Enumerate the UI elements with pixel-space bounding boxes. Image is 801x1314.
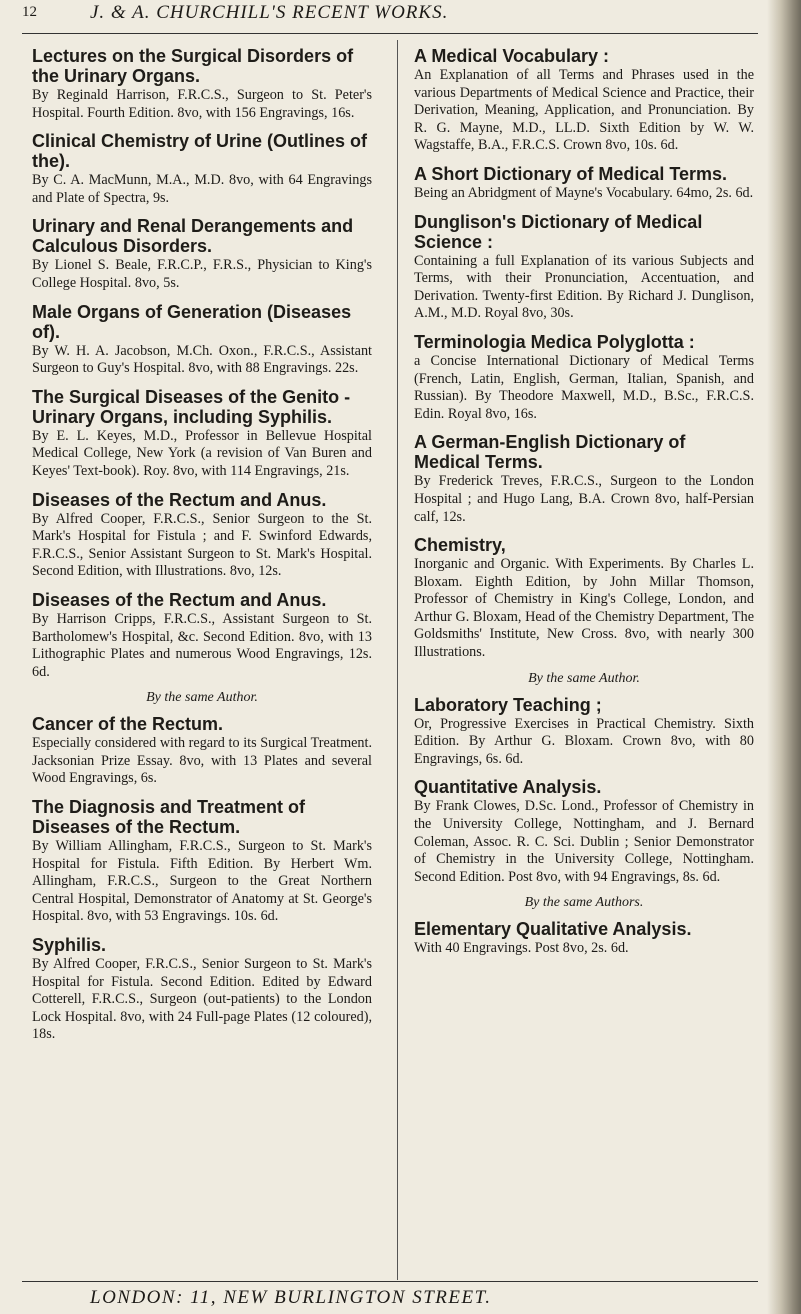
book-title: Lectures on the Surgical Disorders of the Urinary Organs.	[32, 46, 354, 86]
book-title: Urinary and Renal Derangements and Calculous Disorders.	[32, 216, 354, 257]
book-description: By William Allingham, F.R.C.S., Surgeon to St. Mark's Hospital for Fistula. Fifth Edition. By Herbert Wm. Allingham, F.R.C.S., Surgeon to the Great Northern Central Hospital, Demonstrator of Anatomy at St. George's Hospital. 8vo, with 53 Engravings. 10s. 6d.	[32, 838, 372, 925]
book-entry	[32, 590, 372, 681]
book-description: Containing a full Explanation of its various Subjects and Terms, with their Pronunciation, Accentuation, and Derivation. Twenty-first Edition. By Richard J. Dunglison, A.M., M.D. Royal 8vo, 30s.	[414, 252, 754, 322]
book-entry	[414, 919, 754, 958]
book-entry	[32, 797, 372, 926]
book-description: By Frederick Treves, F.R.C.S., Surgeon to the London Hospital ; and Hugo Lang, B.A. Crown 8vo, half-Persian calf, 12s.	[414, 473, 754, 525]
column-divider	[397, 40, 398, 1280]
book-description: By C. A. MacMunn, M.A., M.D. 8vo, with 64 Engravings and Plate of Spectra, 9s.	[32, 172, 372, 206]
footer-rule	[22, 1281, 758, 1282]
book-entry	[32, 387, 372, 481]
book-title: Dunglison's Dictionary of Medical Science :	[414, 211, 703, 252]
book-title: Cancer of the Rectum.	[32, 714, 224, 735]
book-description: By Frank Clowes, D.Sc. Lond., Professor of Chemistry in the University College, Nottingham, and J. Bernard Coleman, Assoc. R. C. Sci. Dublin ; Senior Demonstrator of Chemistry in the University College, Nottingham. Second Edition. Post 8vo, with 94 Engravings, 8s. 6d.	[414, 798, 754, 885]
page-edge-shadow	[767, 0, 801, 1314]
book-description: By Alfred Cooper, F.R.C.S., Senior Surgeon to the St. Mark's Hospital for Fistula ; and F. Swinford Edwards, F.R.C.S., Senior Assistant Surgeon to St. Mark's Hospital. Second Edition, with Illustrations. 8vo, 12s.	[32, 510, 372, 580]
right-column	[414, 46, 754, 967]
book-description: An Explanation of all Terms and Phrases used in the various Departments of Medical Science and Practice, their Derivation, Meaning, Application, and Pronunciation. By R. G. Mayne, M.D., LL.D. Sixth Edition by W. W. Wagstaffe, B.A., F.R.C.S. Crown 8vo, 10s. 6d.	[414, 67, 754, 154]
book-title: Elementary Qualitative Analysis.	[414, 919, 692, 940]
book-description: Or, Progressive Exercises in Practical Chemistry. Sixth Edition. By Arthur G. Bloxam. Crown 8vo, with 80 Engravings, 6s. 6d.	[414, 715, 754, 767]
book-description: By E. L. Keyes, M.D., Professor in Bellevue Hospital Medical College, New York (a revision of Van Buren and Keyes' Text-book). Roy. 8vo, with 114 Engravings, 21s.	[32, 427, 372, 479]
page-number: 12	[22, 4, 37, 20]
book-entry	[32, 216, 372, 292]
book-entry	[32, 935, 372, 1044]
book-description: By Alfred Cooper, F.R.C.S., Senior Surgeon to St. Mark's Hospital for Fistula. Second Edition. Edited by Edward Cotterell, F.R.C.S., Surgeon (out-patients) to the London Lock Hospital. 8vo, with 24 Full-page Plates (12 coloured), 18s.	[32, 956, 372, 1043]
book-title: Male Organs of Generation (Diseases of).	[32, 301, 352, 342]
book-description: Being an Abridgment of Mayne's Vocabulary. 64mo, 2s. 6d.	[414, 184, 754, 201]
same-author-note: By the same Authors.	[524, 895, 644, 911]
same-author-note: By the same Author.	[528, 670, 640, 686]
book-entry	[414, 432, 754, 526]
book-title: A Short Dictionary of Medical Terms.	[414, 163, 728, 184]
book-title: Diseases of the Rectum and Anus.	[32, 589, 327, 610]
book-entry	[32, 302, 372, 378]
book-title: Terminologia Medica Polyglotta :	[414, 331, 695, 352]
book-entry	[32, 714, 372, 788]
book-entry	[32, 490, 372, 581]
book-description: By Reginald Harrison, F.R.C.S., Surgeon to St. Peter's Hospital. Fourth Edition. 8vo, with 156 Engravings, 16s.	[32, 87, 372, 121]
book-entry	[414, 695, 754, 769]
book-entry	[414, 164, 754, 203]
book-title: Laboratory Teaching ;	[414, 694, 602, 715]
running-footer: LONDON: 11, NEW BURLINGTON STREET.	[90, 1287, 492, 1308]
book-title: Clinical Chemistry of Urine (Outlines of the).	[32, 131, 368, 172]
left-column	[32, 46, 372, 1053]
book-description: By Harrison Cripps, F.R.C.S., Assistant Surgeon to St. Bartholomew's Hospital, &c. Second Edition. 8vo, with 13 Lithographic Plates and numerous Wood Engravings, 12s. 6d.	[32, 610, 372, 680]
book-entry	[414, 777, 754, 886]
book-title: A German-English Dictionary of Medical Terms.	[414, 432, 686, 473]
book-entry	[32, 46, 372, 122]
running-header: J. & A. CHURCHILL'S RECENT WORKS.	[90, 2, 449, 23]
book-title: Quantitative Analysis.	[414, 777, 602, 798]
book-title: A Medical Vocabulary :	[414, 46, 610, 66]
book-description: With 40 Engravings. Post 8vo, 2s. 6d.	[414, 940, 629, 957]
book-entry	[414, 332, 754, 423]
book-title: The Diagnosis and Treatment of Diseases of the Rectum.	[32, 797, 306, 838]
book-entry	[32, 131, 372, 207]
book-entry	[414, 46, 754, 155]
book-description: By Lionel S. Beale, F.R.C.P., F.R.S., Physician to King's College Hospital. 8vo, 5s.	[32, 257, 372, 291]
book-entry	[414, 535, 754, 662]
book-entry	[414, 212, 754, 323]
book-title: The Surgical Diseases of the Genito - Urinary Organs, including Syphilis.	[32, 386, 351, 427]
same-author-note: By the same Author.	[146, 690, 258, 706]
book-description: Inorganic and Organic. With Experiments. By Charles L. Bloxam. Eighth Edition, by John Millar Thomson, Professor of Chemistry in King's College, London, and Arthur G. Bloxam, Head of the Chemistry Department, The Goldsmiths' Institute, New Cross. 8vo, with nearly 300 Illustrations.	[414, 556, 754, 661]
header-rule	[22, 33, 758, 34]
book-title: Chemistry,	[414, 535, 506, 556]
book-title: Syphilis.	[32, 935, 107, 956]
book-description: a Concise International Dictionary of Medical Terms (French, Latin, English, German, Italian, Spanish, and Russian). By Theodore Maxwell, M.D., B.Sc., F.R.C.S. Edin. Royal 8vo, 16s.	[414, 352, 754, 422]
book-title: Diseases of the Rectum and Anus.	[32, 489, 327, 510]
book-description: Especially considered with regard to its Surgical Treatment. Jacksonian Prize Essay. 8vo, with 13 Plates and several Wood Engravings, 6s.	[32, 735, 372, 787]
book-description: By W. H. A. Jacobson, M.Ch. Oxon., F.R.C.S., Assistant Surgeon to Guy's Hospital. 8vo, with 88 Engravings. 22s.	[32, 342, 372, 377]
